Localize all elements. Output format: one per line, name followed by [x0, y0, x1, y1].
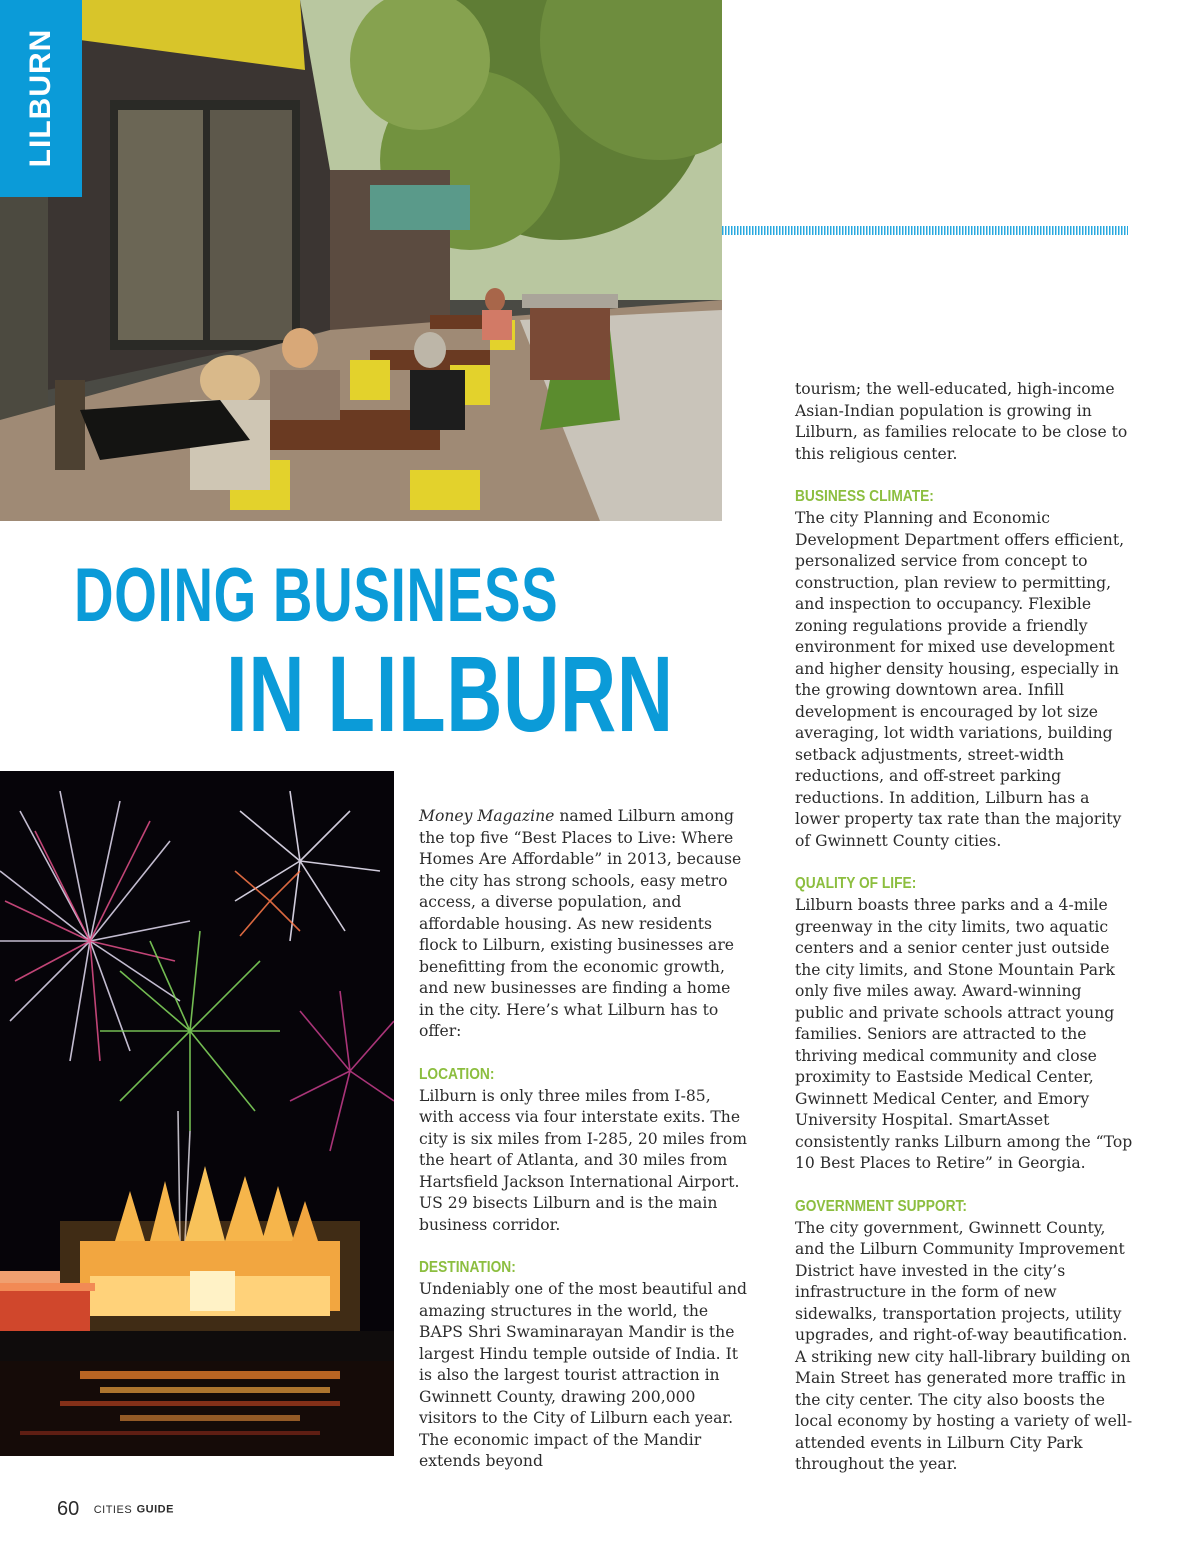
article-column-right — [795, 379, 1135, 1476]
decorative-rule — [722, 226, 1128, 235]
restaurant-patio-photo — [0, 0, 722, 521]
page-footer — [57, 1498, 174, 1528]
publication-name-light: CITIES — [93, 1503, 133, 1516]
quality-of-life-text: Lilburn boasts three parks and a 4-mile greenway in the city limits, two aquatic centers and a senior center just outside the city limits, and Stone Mountain Park only five miles away. Award-winning public and private schools attract young families. Seniors are attracted to the thriving medical community and close proximity to Eastside Medical Center, Gwinnett Medical Center, and Emory University Hospital. SmartAsset consistently ranks Lilburn among the “Top 10 Best Places to Retire” in Georgia. — [795, 896, 1133, 1172]
government-support-text: The city government, Gwinnett County, and the Lilburn Community Improvement District have invested in the city’s infrastructure in the form of new sidewalks, transportation projects, utility upgrades, and right-of-way beautification. A striking new city hall-library building on Main Street has generated more traffic in the city center. The city also boosts the local economy by hosting a variety of well-attended events in Lilburn City Park throughout the year. — [795, 1218, 1133, 1473]
intro-text: named Lilburn among the top five “Best Places to Live: Where Homes Are Affordable” in 2013, because the city has strong schools, easy metro access, a diverse population, and affordable housing. As new residents flock to Lilburn, existing businesses are benefitting from the economic growth, and new businesses are finding a home in the city. Here’s what Lilburn has to offer: — [419, 807, 742, 1040]
article-column-middle — [419, 806, 749, 1473]
destination-heading: DESTINATION: — [419, 1259, 516, 1276]
page-number: 60 — [57, 1498, 80, 1520]
location-heading: LOCATION: — [419, 1065, 495, 1083]
publication-name-bold: GUIDE — [136, 1503, 174, 1516]
headline-line-1: DOING BUSINESS — [74, 553, 559, 638]
section-tab-label: LILBURN — [24, 28, 57, 168]
magazine-name: Money Magazine — [419, 807, 555, 825]
location-text: Lilburn is only three miles from I-85, with access via four interstate exits. The city is six miles from I-285, 20 miles from the heart of Atlanta, and 30 miles from Hartsfield Jackson International Airport. US 29 bisects Lilburn and is the main business corridor. — [419, 1086, 748, 1234]
destination-text: Undeniably one of the most beautiful and amazing structures in the world, the BAPS Shri Swaminarayan Mandir is the largest Hindu temple outside of India. It is also the largest tourist attraction in Gwinnett County, drawing 200,000 visitors to the City of Lilburn each year. The economic impact of the Mandir extends beyond — [419, 1280, 747, 1470]
business-climate-text: The city Planning and Economic Development Department offers efficient, personalized service from concept to construction, plan review to permitting, and inspection to occupancy. Flexible zoning regulations provide a friendly environment for mixed use development and higher density housing, especially in the growing downtown area. Infill development is encouraged by lot size averaging, lot width variations, building setback adjustments, street-width reductions, and off-street parking reductions. In addition, Lilburn has a lower property tax rate than the majority of Gwinnett County cities. — [795, 509, 1125, 850]
intro-paragraph — [419, 806, 749, 1043]
fireworks-temple-photo — [0, 771, 394, 1456]
business-climate-heading: BUSINESS CLIMATE: — [795, 488, 934, 505]
destination-text-continued: tourism; the well-educated, high-income Asian-Indian population is growing in Lilburn, as families relocate to be close to this religious center. — [795, 380, 1128, 463]
quality-of-life-heading: QUALITY OF LIFE: — [795, 875, 917, 892]
section-tab — [0, 0, 82, 197]
headline-line-2: IN LILBURN — [226, 633, 674, 754]
government-support-heading: GOVERNMENT SUPPORT: — [795, 1197, 968, 1215]
